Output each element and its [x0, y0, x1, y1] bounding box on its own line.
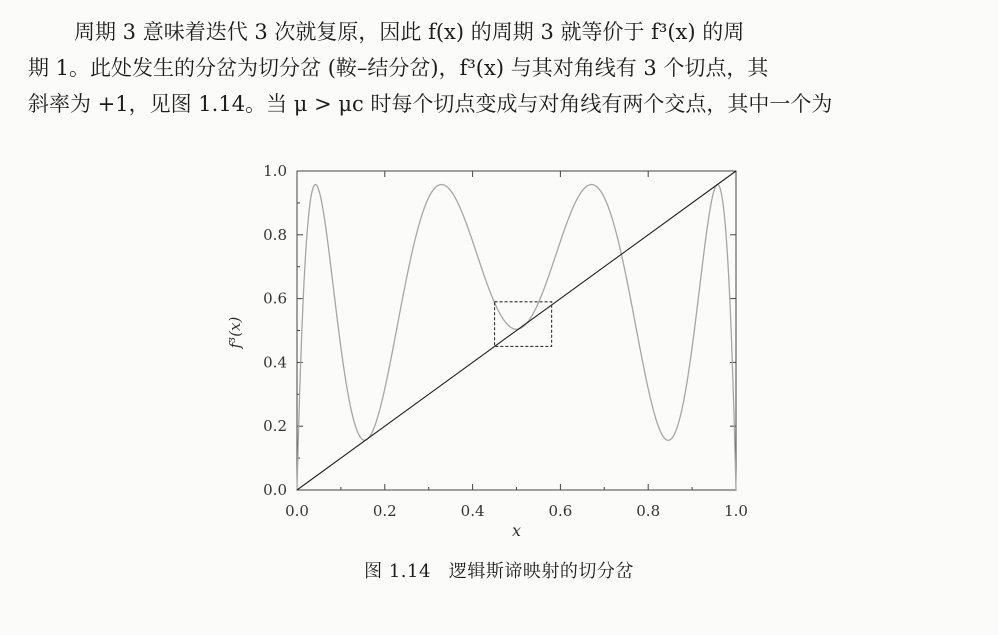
caption-title: 逻辑斯谛映射的切分岔 — [448, 561, 634, 582]
x-tick-label-4: 0.8 — [636, 502, 661, 520]
plot-layer — [226, 162, 748, 540]
x-axis-label: x — [511, 521, 522, 540]
y-tick-label-4: 0.8 — [263, 225, 287, 244]
y-tick-label-1: 0.2 — [263, 417, 287, 436]
y-tick-label-2: 0.4 — [263, 353, 287, 372]
x-tick-label-3: 0.6 — [548, 502, 573, 520]
x-tick-label-0: 0.0 — [285, 502, 309, 520]
x-tick-label-2: 0.4 — [460, 502, 485, 520]
y-tick-label-5: 1.0 — [263, 162, 287, 180]
y-tick-label-3: 0.6 — [263, 289, 287, 308]
y-tick-label-0: 0.0 — [263, 481, 287, 499]
x-tick-label-1: 0.2 — [372, 502, 397, 520]
paragraph-line-2: 期 1。此处发生的分岔为切分岔 (鞍–结分岔)，f³(x) 与其对角线有 3 个切点，其 — [28, 56, 769, 80]
caption-number: 图 1.14 — [364, 561, 431, 582]
x-tick-label-5: 1.0 — [724, 502, 748, 520]
paragraph-line-1: 周期 3 意味着迭代 3 次就复原，因此 f(x) 的周期 3 就等价于 f³(x) 的周 — [74, 20, 745, 44]
paragraph-line-3: 斜率为 +1，见图 1.14。当 μ > μc 时每个切点变成与对角线有两个交点，其中一个为 — [28, 92, 833, 116]
figure-caption — [0, 557, 998, 583]
y-axis-label: f³(x) — [226, 316, 244, 349]
series-diagonal-line — [297, 171, 736, 490]
series-f3-curve — [297, 185, 736, 490]
